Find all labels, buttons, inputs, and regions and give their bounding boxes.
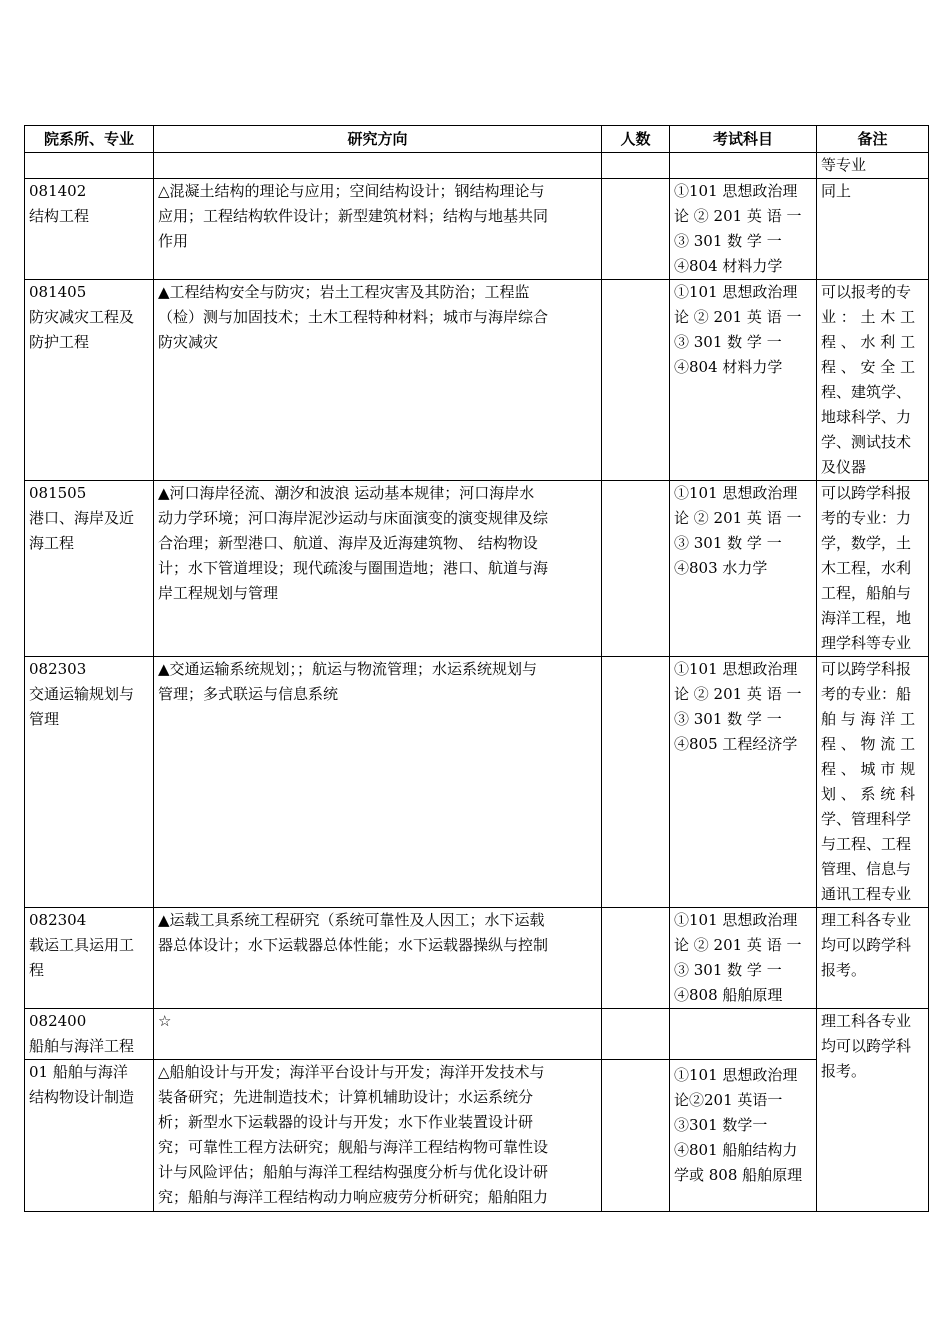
exam-line: ③ 301 数 学 一 <box>674 232 782 250</box>
remark-line: 学，数学，土 <box>821 534 912 552</box>
remark-line: 程、建筑学、 <box>821 383 912 401</box>
direction-line: 析；新型水下运载器的设计与开发；水下作业装置设计研 <box>158 1113 534 1131</box>
exam-cell <box>670 1009 817 1060</box>
direction-cell <box>154 481 602 657</box>
direction-line: 管理；多式联运与信息系统 <box>158 685 339 703</box>
major-line: 船舶与海洋工程 <box>29 1037 135 1055</box>
major-line: 082303 <box>29 660 87 678</box>
header-remark: 备注 <box>817 126 929 153</box>
exam-line: 论 ② 201 英 语 一 <box>674 936 802 954</box>
exam-line: ①101 思想政治理 <box>674 911 798 929</box>
exam-line: 论 ② 201 英 语 一 <box>674 685 802 703</box>
direction-cell <box>154 908 602 1009</box>
direction-line: △混凝土结构的理论与应用；空间结构设计；钢结构理论与 <box>158 182 545 200</box>
header-count: 人数 <box>602 126 670 153</box>
direction-line: 岸工程规划与管理 <box>158 584 279 602</box>
exam-line: ④803 水力学 <box>674 559 768 577</box>
major-line: 081402 <box>29 182 87 200</box>
major-line: 01 船舶与海洋 <box>29 1063 128 1081</box>
table-row <box>25 1060 929 1212</box>
remark-line: 学、测试技术 <box>821 433 912 451</box>
remark-line: 理工科各专业 <box>821 911 912 929</box>
remark-line: 海洋工程，地 <box>821 609 912 627</box>
exam-line: ④805 工程经济学 <box>674 735 798 753</box>
major-line: 082400 <box>29 1012 87 1030</box>
direction-line: ▲交通运输系统规划；；航运与物流管理；水运系统规划与 <box>158 660 538 678</box>
direction-cell <box>154 657 602 908</box>
exam-line: 论 ② 201 英 语 一 <box>674 207 802 225</box>
exam-line: ③ 301 数 学 一 <box>674 534 782 552</box>
exam-line: ①101 思想政治理 <box>674 484 798 502</box>
major-line: 港口、海岸及近 <box>29 509 135 527</box>
count-cell <box>602 1060 670 1212</box>
major-line: 管理 <box>29 710 60 728</box>
major-cell <box>25 908 154 1009</box>
remark-line: 通讯工程专业 <box>821 885 912 903</box>
remark-line: 程 、 物 流 工 <box>821 735 916 753</box>
major-cell <box>25 481 154 657</box>
remark-line: 均可以跨学科 <box>821 1037 912 1055</box>
major-line: 结构工程 <box>29 207 90 225</box>
header-row <box>25 126 929 153</box>
major-cell <box>25 179 154 280</box>
exam-line: 学或 808 船舶原理 <box>674 1166 803 1184</box>
table-row <box>25 657 929 908</box>
exam-line: ④804 材料力学 <box>674 358 783 376</box>
count-cell <box>602 657 670 908</box>
major-line: 结构物设计制造 <box>29 1088 135 1106</box>
direction-line: （检）测与加固技术；土木工程特种材料；城市与海岸综合 <box>158 308 549 326</box>
remark-line: 考的专业：力 <box>821 509 912 527</box>
direction-line: 计；水下管道埋设；现代疏浚与圈围造地；港口、航道与海 <box>158 559 549 577</box>
direction-line: 防灾减灾 <box>158 333 219 351</box>
remark-line: 报考。 <box>821 1062 867 1080</box>
count-cell <box>602 908 670 1009</box>
remark-line: 地球科学、力 <box>821 408 912 426</box>
exam-line: ①101 思想政治理 <box>674 1066 798 1084</box>
admissions-table <box>24 125 929 1212</box>
major-cell <box>25 1060 154 1212</box>
remark-line: 程 、 水 利 工 <box>821 333 916 351</box>
major-cell <box>25 657 154 908</box>
major-line: 081505 <box>29 484 87 502</box>
header-direction: 研究方向 <box>154 126 602 153</box>
remark-line: 业 ： 土 木 工 <box>821 308 916 326</box>
exam-cell <box>670 280 817 481</box>
direction-line: ▲工程结构安全与防灾；岩土工程灾害及其防治；工程监 <box>158 283 530 301</box>
remark-line: 管理、信息与 <box>821 860 912 878</box>
remark-line: 舶 与 海 洋 工 <box>821 710 916 728</box>
exam-line: 论 ② 201 英 语 一 <box>674 509 802 527</box>
table-row <box>25 153 929 179</box>
count-cell <box>602 481 670 657</box>
exam-line: ①101 思想政治理 <box>674 660 798 678</box>
remark-cell <box>817 908 929 1009</box>
direction-cell <box>154 1009 602 1060</box>
remark-line: 可以跨学科报 <box>821 484 912 502</box>
remark-line: 程 、 安 全 工 <box>821 358 916 376</box>
table-row <box>25 481 929 657</box>
exam-cell <box>670 908 817 1009</box>
remark-cell <box>817 153 929 179</box>
remark-line: 同上 <box>821 182 852 200</box>
direction-line: 装备研究；先进制造技术；计算机辅助设计；水运系统分 <box>158 1088 534 1106</box>
direction-cell <box>154 179 602 280</box>
exam-line: ④808 船舶原理 <box>674 986 783 1004</box>
count-cell <box>602 280 670 481</box>
exam-line: ③301 数学一 <box>674 1116 768 1134</box>
remark-cell <box>817 280 929 481</box>
direction-line: 应用；工程结构软件设计；新型建筑材料；结构与地基共同 <box>158 207 549 225</box>
remark-line: 木工程，水利 <box>821 559 912 577</box>
remark-line: 理工科各专业 <box>821 1012 912 1030</box>
major-line: 交通运输规划与 <box>29 685 135 703</box>
direction-line: 究；船舶与海洋工程结构动力响应疲劳分析研究；船舶阻力 <box>158 1188 549 1206</box>
direction-cell <box>154 153 602 179</box>
remark-cell <box>817 657 929 908</box>
exam-cell <box>670 1060 817 1212</box>
remark-cell <box>817 481 929 657</box>
major-line: 防灾减灾工程及 <box>29 308 135 326</box>
table-row <box>25 1009 929 1060</box>
major-cell <box>25 280 154 481</box>
major-cell <box>25 1009 154 1060</box>
direction-line: 合治理；新型港口、航道、海岸及近海建筑物、 结构物设 <box>158 534 538 552</box>
exam-line: 论②201 英语一 <box>674 1091 783 1109</box>
count-cell <box>602 1009 670 1060</box>
major-line: 载运工具运用工 <box>29 936 135 954</box>
direction-cell <box>154 280 602 481</box>
major-line: 防护工程 <box>29 333 90 351</box>
exam-cell <box>670 481 817 657</box>
header-department: 院系所、专业 <box>25 126 154 153</box>
direction-line: △船舶设计与开发；海洋平台设计与开发；海洋开发技术与 <box>158 1063 545 1081</box>
direction-line: 作用 <box>158 232 189 250</box>
major-line: 081405 <box>29 283 87 301</box>
remark-line: 划 、 系 统 科 <box>821 785 916 803</box>
remark-cell <box>817 1009 929 1212</box>
direction-line: 器总体设计；水下运载器总体性能；水下运载器操纵与控制 <box>158 936 549 954</box>
table-row <box>25 280 929 481</box>
remark-line: 可以跨学科报 <box>821 660 912 678</box>
direction-line: 计与风险评估；船舶与海洋工程结构强度分析与优化设计研 <box>158 1163 549 1181</box>
exam-line: 论 ② 201 英 语 一 <box>674 308 802 326</box>
remark-line: 报考。 <box>821 961 867 979</box>
header-exam: 考试科目 <box>670 126 817 153</box>
remark-line: 工程，船舶与 <box>821 584 912 602</box>
exam-line: ③ 301 数 学 一 <box>674 333 782 351</box>
exam-line: ①101 思想政治理 <box>674 283 798 301</box>
table-row <box>25 179 929 280</box>
direction-line: ☆ <box>158 1012 172 1030</box>
direction-line: 动力学环境；河口海岸泥沙运动与床面演变的演变规律及综 <box>158 509 549 527</box>
direction-line: ▲河口海岸径流、潮汐和波浪 运动基本规律；河口海岸水 <box>158 484 535 502</box>
direction-cell <box>154 1060 602 1212</box>
exam-line: ③ 301 数 学 一 <box>674 710 782 728</box>
remark-line: 考的专业：船 <box>821 685 912 703</box>
count-cell <box>602 153 670 179</box>
exam-line: ④801 船舶结构力 <box>674 1141 798 1159</box>
remark-cell <box>817 179 929 280</box>
exam-line: ④804 材料力学 <box>674 257 783 275</box>
exam-line: ①101 思想政治理 <box>674 182 798 200</box>
remark-line: 程 、 城 市 规 <box>821 760 916 778</box>
exam-cell <box>670 657 817 908</box>
table-row <box>25 908 929 1009</box>
direction-line: 究；可靠性工程方法研究；舰船与海洋工程结构物可靠性设 <box>158 1138 549 1156</box>
major-line: 082304 <box>29 911 87 929</box>
major-cell <box>25 153 154 179</box>
exam-cell <box>670 179 817 280</box>
remark-line: 均可以跨学科 <box>821 936 912 954</box>
remark-line: 可以报考的专 <box>821 283 912 301</box>
exam-line: ③ 301 数 学 一 <box>674 961 782 979</box>
remark-line: 理学科等专业 <box>821 634 912 652</box>
count-cell <box>602 179 670 280</box>
remark-line: 及仪器 <box>821 458 867 476</box>
exam-cell <box>670 153 817 179</box>
major-line: 程 <box>29 961 45 979</box>
remark-line: 等专业 <box>821 156 867 174</box>
remark-line: 学、管理科学 <box>821 810 912 828</box>
direction-line: ▲运载工具系统工程研究（系统可靠性及人因工；水下运载 <box>158 911 545 929</box>
remark-line: 与工程、工程 <box>821 835 912 853</box>
major-line: 海工程 <box>29 534 75 552</box>
